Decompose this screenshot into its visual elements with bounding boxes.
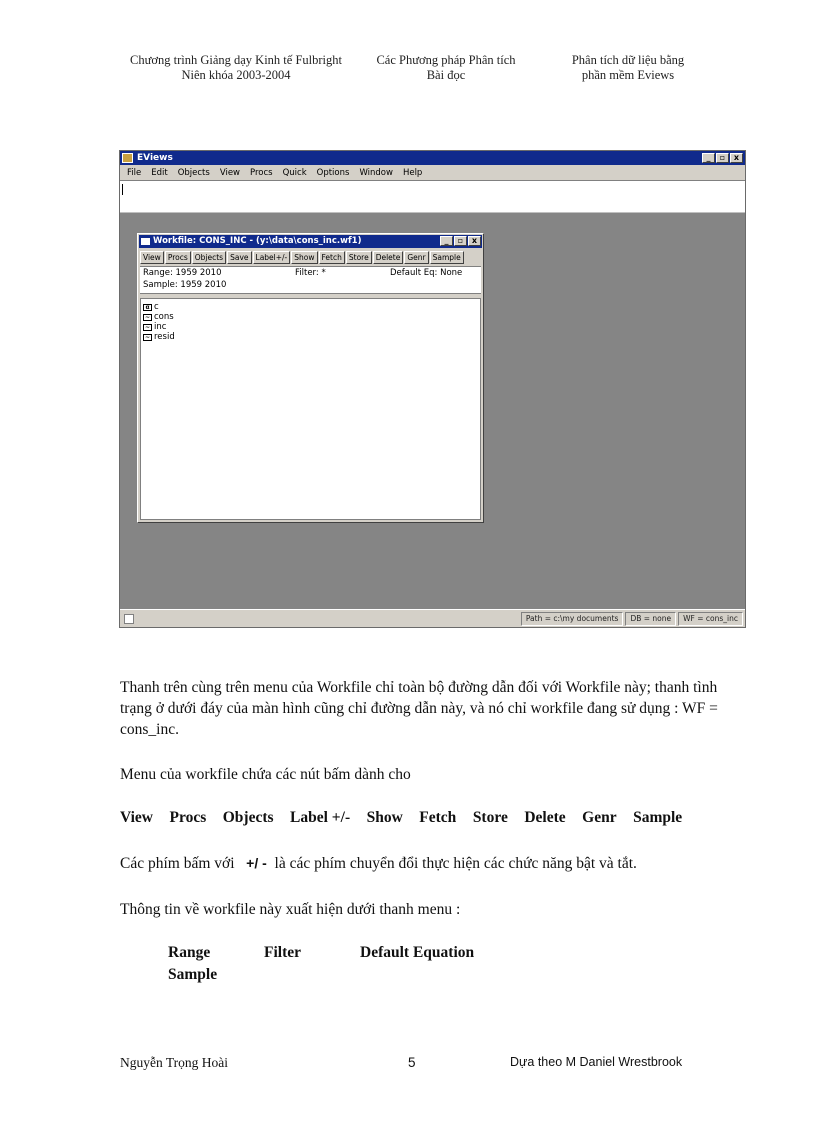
info-item: Default Equation <box>360 944 475 961</box>
command-window[interactable] <box>120 180 745 213</box>
info-item: Sample <box>168 966 218 983</box>
label-toggle-button[interactable]: Label+/- <box>253 251 291 264</box>
button-name: Sample <box>633 809 683 826</box>
header-center: Các Phương pháp Phân tích Bài đọc <box>376 53 516 82</box>
info-item: Range <box>168 944 211 961</box>
sample-text: Sample: 1959 2010 <box>143 280 227 290</box>
eviews-screenshot <box>119 150 746 628</box>
coef-icon: α <box>143 304 152 311</box>
workfile-toolbar <box>138 249 483 265</box>
workfile-close-button[interactable]: x <box>468 236 481 246</box>
maximize-button[interactable]: ▫ <box>716 153 729 163</box>
status-bar <box>120 609 745 627</box>
procs-button[interactable]: Procs <box>165 251 191 264</box>
status-box-icon <box>124 614 134 624</box>
button-name: View <box>120 809 153 826</box>
menu-file[interactable]: File <box>127 167 142 178</box>
status-wf: WF = cons_inc <box>678 612 743 626</box>
workfile-title-bar[interactable] <box>139 235 482 248</box>
header-left: Chương trình Giảng dạy Kinh tế Fulbright Niên khóa 2003-2004 <box>130 53 342 82</box>
list-item[interactable]: ~ resid <box>144 332 175 342</box>
window-controls <box>702 153 743 163</box>
filter-text: Filter: * <box>295 268 326 278</box>
show-button[interactable]: Show <box>291 251 317 264</box>
button-name: Store <box>472 809 508 826</box>
button-name: Fetch <box>419 809 457 826</box>
header-right: Phân tích dữ liệu bằng phần mềm Eviews <box>571 53 685 82</box>
view-button[interactable]: View <box>140 251 164 264</box>
text-caret <box>122 184 123 195</box>
close-button[interactable]: x <box>730 153 743 163</box>
paragraph-4: Thông tin về workfile này xuất hiện dưới thanh menu : <box>120 901 461 918</box>
menu-window[interactable]: Window <box>359 167 393 178</box>
app-title: EViews <box>137 153 173 163</box>
object-list <box>140 298 481 520</box>
workfile-maximize-button[interactable]: ▫ <box>454 236 467 246</box>
objects-button[interactable]: Objects <box>192 251 226 264</box>
workfile-minimize-button[interactable]: _ <box>440 236 453 246</box>
paragraph-3: Các phím bấm với +/ - là các phím chuyển đổi thực hiện các chức năng bật và tắt. <box>120 855 637 872</box>
button-list <box>120 809 682 827</box>
workfile-title: Workfile: CONS_INC - (y:\data\cons_inc.wf1) <box>153 236 362 246</box>
list-item[interactable]: ~ inc <box>144 322 167 332</box>
eviews-app-icon <box>122 153 133 163</box>
workfile-info-panel <box>140 266 481 294</box>
page-number: 5 <box>408 1055 416 1070</box>
menu-view[interactable]: View <box>219 167 240 178</box>
status-db: DB = none <box>625 612 676 626</box>
sample-button[interactable]: Sample <box>430 251 464 264</box>
menu-objects[interactable]: Objects <box>177 167 210 178</box>
info-item: Filter <box>264 944 302 961</box>
list-item[interactable]: α c <box>143 302 478 312</box>
menu-options[interactable]: Options <box>316 167 350 178</box>
footer-source: Dựa theo M Daniel Wrestbrook <box>510 1055 683 1069</box>
button-name: Show <box>366 809 403 826</box>
button-name: Genr <box>582 809 617 826</box>
series-icon: ~ <box>144 313 151 321</box>
list-item[interactable]: ~ cons <box>144 312 174 322</box>
button-name: Procs <box>169 809 207 826</box>
menu-quick[interactable]: Quick <box>282 167 307 178</box>
main-menu-bar <box>120 165 745 180</box>
minimize-button[interactable]: _ <box>702 153 715 163</box>
save-button[interactable]: Save <box>227 251 251 264</box>
range-text: Range: 1959 2010 <box>143 268 222 278</box>
button-name: Objects <box>222 809 274 826</box>
button-name: Delete <box>524 809 566 826</box>
button-name: Label +/- <box>290 809 351 826</box>
workfile-icon <box>141 238 150 245</box>
menu-procs[interactable]: Procs <box>250 167 273 178</box>
paragraph-2: Menu của workfile chứa các nút bấm dành cho <box>120 766 411 783</box>
series-icon: ~ <box>144 323 151 331</box>
workfile-window <box>137 233 484 523</box>
workfile-window-controls <box>440 236 481 246</box>
menu-help[interactable]: Help <box>402 167 423 178</box>
paragraph-1: Thanh trên cùng trên menu của Workfile chỉ toàn bộ đường dẫn đối với Workfile này; thanh tình trạng ở dưới đáy của màn hình cũng chỉ đường dẫn này, và nó chỉ workfile đang sử dụng : WF = cons_inc. <box>120 679 718 738</box>
default-eq-text: Default Eq: None <box>390 268 463 278</box>
status-path: Path = c:\my documents <box>521 612 624 626</box>
fetch-button[interactable]: Fetch <box>319 251 345 264</box>
genr-button[interactable]: Genr <box>404 251 428 264</box>
delete-button[interactable]: Delete <box>373 251 404 264</box>
footer-author: Nguyễn Trọng Hoài <box>120 1055 229 1070</box>
store-button[interactable]: Store <box>346 251 372 264</box>
series-icon: ~ <box>144 333 151 341</box>
app-title-bar[interactable] <box>120 151 745 165</box>
menu-edit[interactable]: Edit <box>151 167 168 178</box>
